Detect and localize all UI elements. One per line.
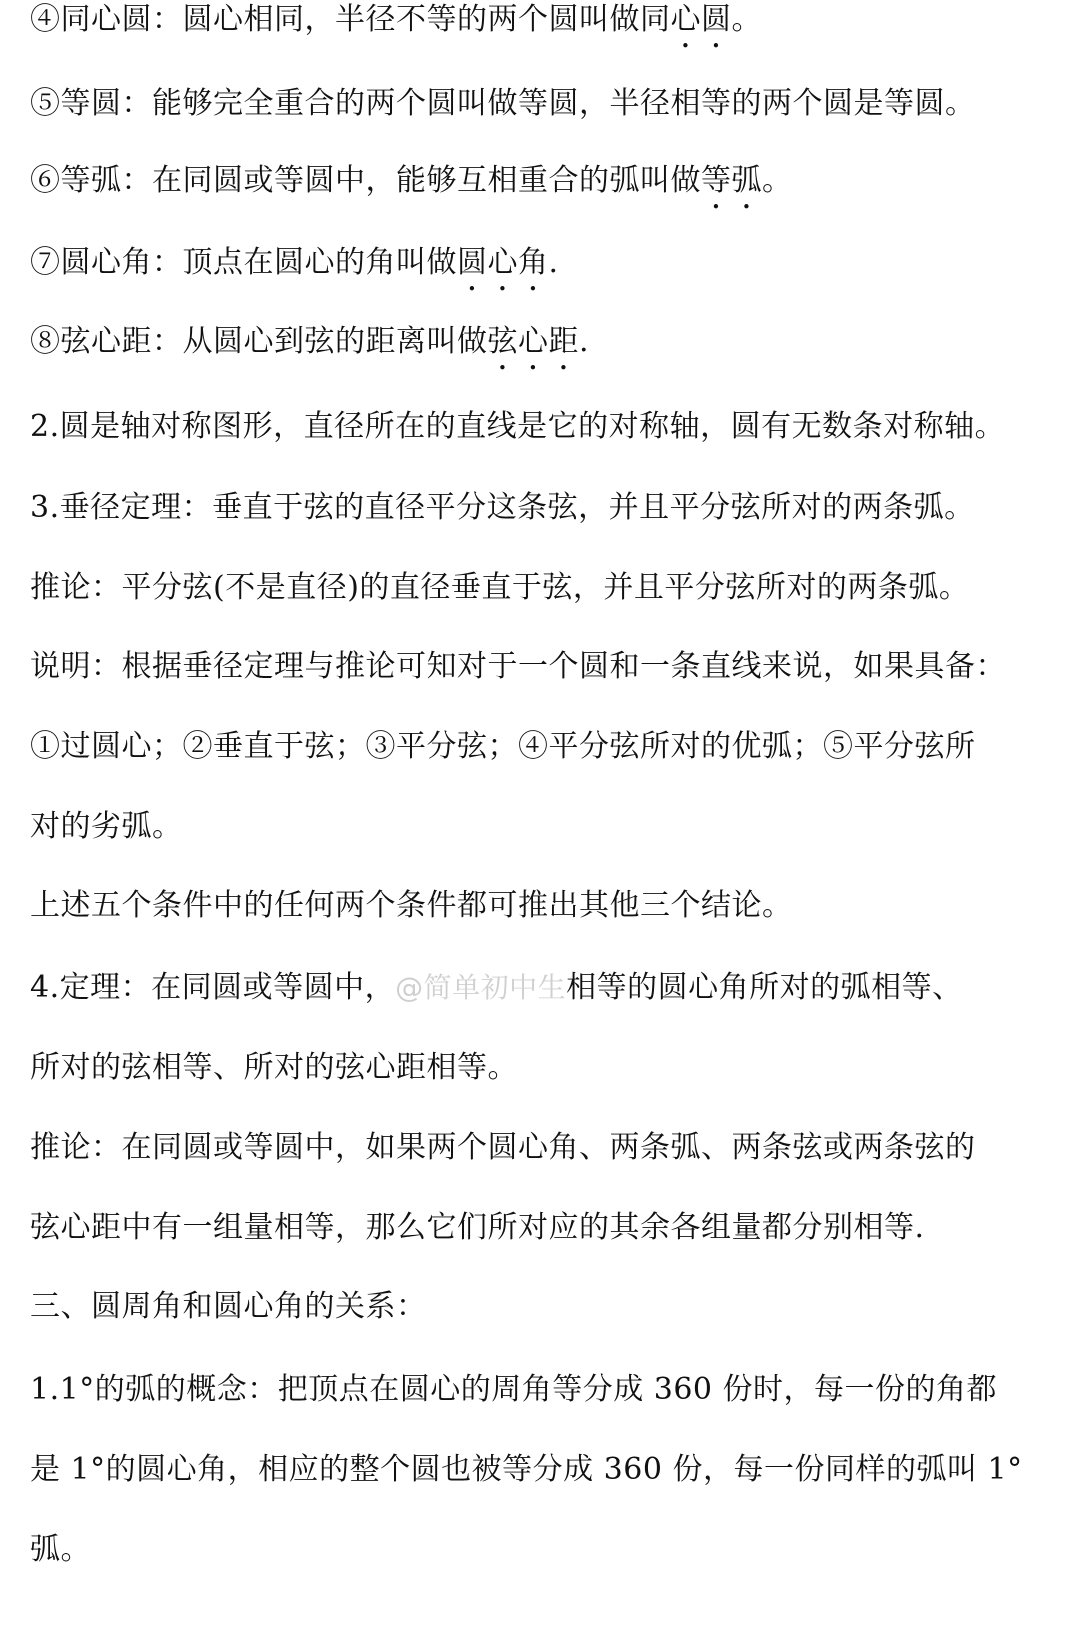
line-end: 相等的圆心角所对的弧相等、 [566,970,963,1005]
line-text: 推论：在同圆或等圆中，如果两个圆心角、两条弧、两条弦或两条弦的 [30,1130,976,1165]
line-text: 1.1°的弧的概念：把顶点在圆心的周角等分成 360 份时，每一份的角都 [30,1372,998,1407]
point-equal-central-angles-theorem [30,968,963,1008]
point-axis-symmetry [30,407,1005,447]
line-text: 弧。 [30,1532,91,1567]
point-one-degree-arc-end [30,1530,91,1570]
line-text: ④同心圆：圆心相同，半径不等的两个圆叫做同 [30,2,671,37]
corollary-equal-quantities [30,1128,976,1168]
watermark-text: @简单初中生 [395,971,567,1004]
line-text: 弦心距中有一组量相等，那么它们所对应的其余各组量都分别相等. [30,1210,925,1245]
line-end: . [548,245,559,280]
definition-equal-circles [30,84,976,124]
line-text: ⑥等弧：在同圆或等圆中，能够互相重合的弧叫做 [30,163,701,198]
line-text: ①过圆心；②垂直于弦；③平分弦；④平分弦所对的优弧；⑤平分弦所 [30,729,976,764]
explanation-conditions-continued [30,807,183,847]
section-heading-inscribed-central-angles [30,1287,427,1327]
emphasized-term: 等弧 [701,163,762,198]
line-text: 所对的弦相等、所对的弦心距相等。 [30,1050,518,1085]
line-text: 推论：平分弦(不是直径)的直径垂直于弦，并且平分弦所对的两条弧。 [30,570,970,605]
point-one-degree-arc [30,1370,997,1410]
line-text: 3.垂径定理：垂直于弦的直径平分这条弦，并且平分弦所对的两条弧。 [30,490,975,525]
theorem-continued [30,1048,518,1088]
emphasized-term: 圆心角 [457,245,549,280]
line-text: 是 1°的圆心角，相应的整个圆也被等分成 360 份，每一份同样的弧叫 1° [30,1452,1023,1487]
line-text: 对的劣弧。 [30,809,183,844]
definition-concentric-circles [30,0,762,55]
line-text: ⑦圆心角：顶点在圆心的角叫做 [30,245,457,280]
explanation-intro [30,647,1006,687]
emphasized-term: 弦心距 [487,324,579,359]
line-text: 三、圆周角和圆心角的关系： [30,1289,427,1324]
line-text: 上述五个条件中的任何两个条件都可推出其他三个结论。 [30,888,793,923]
emphasized-term: 心圆 [670,2,732,37]
line-text: ⑤等圆：能够完全重合的两个圆叫做等圆，半径相等的两个圆是等圆。 [30,86,976,121]
corollary-equal-quantities-continued [30,1208,925,1248]
line-text: 说明：根据垂径定理与推论可知对于一个圆和一条直线来说，如果具备： [30,649,1006,684]
explanation-conditions [30,727,976,767]
definition-equal-arcs [30,161,793,216]
point-one-degree-arc-continued [30,1450,1023,1490]
line-text: 4.定理：在同圆或等圆中， [30,970,396,1005]
definition-chord-distance [30,322,589,377]
line-text: 2.圆是轴对称图形，直径所在的直线是它的对称轴，圆有无数条对称轴。 [30,409,1006,444]
corollary-perpendicular-diameter [30,568,969,608]
explanation-conclusion [30,886,793,926]
line-end: 。 [731,2,762,37]
point-perpendicular-diameter-theorem [30,488,975,528]
definition-central-angle [30,243,559,298]
line-end: . [579,324,590,359]
line-text: ⑧弦心距：从圆心到弦的距离叫做 [30,324,488,359]
line-end: 。 [762,163,793,198]
